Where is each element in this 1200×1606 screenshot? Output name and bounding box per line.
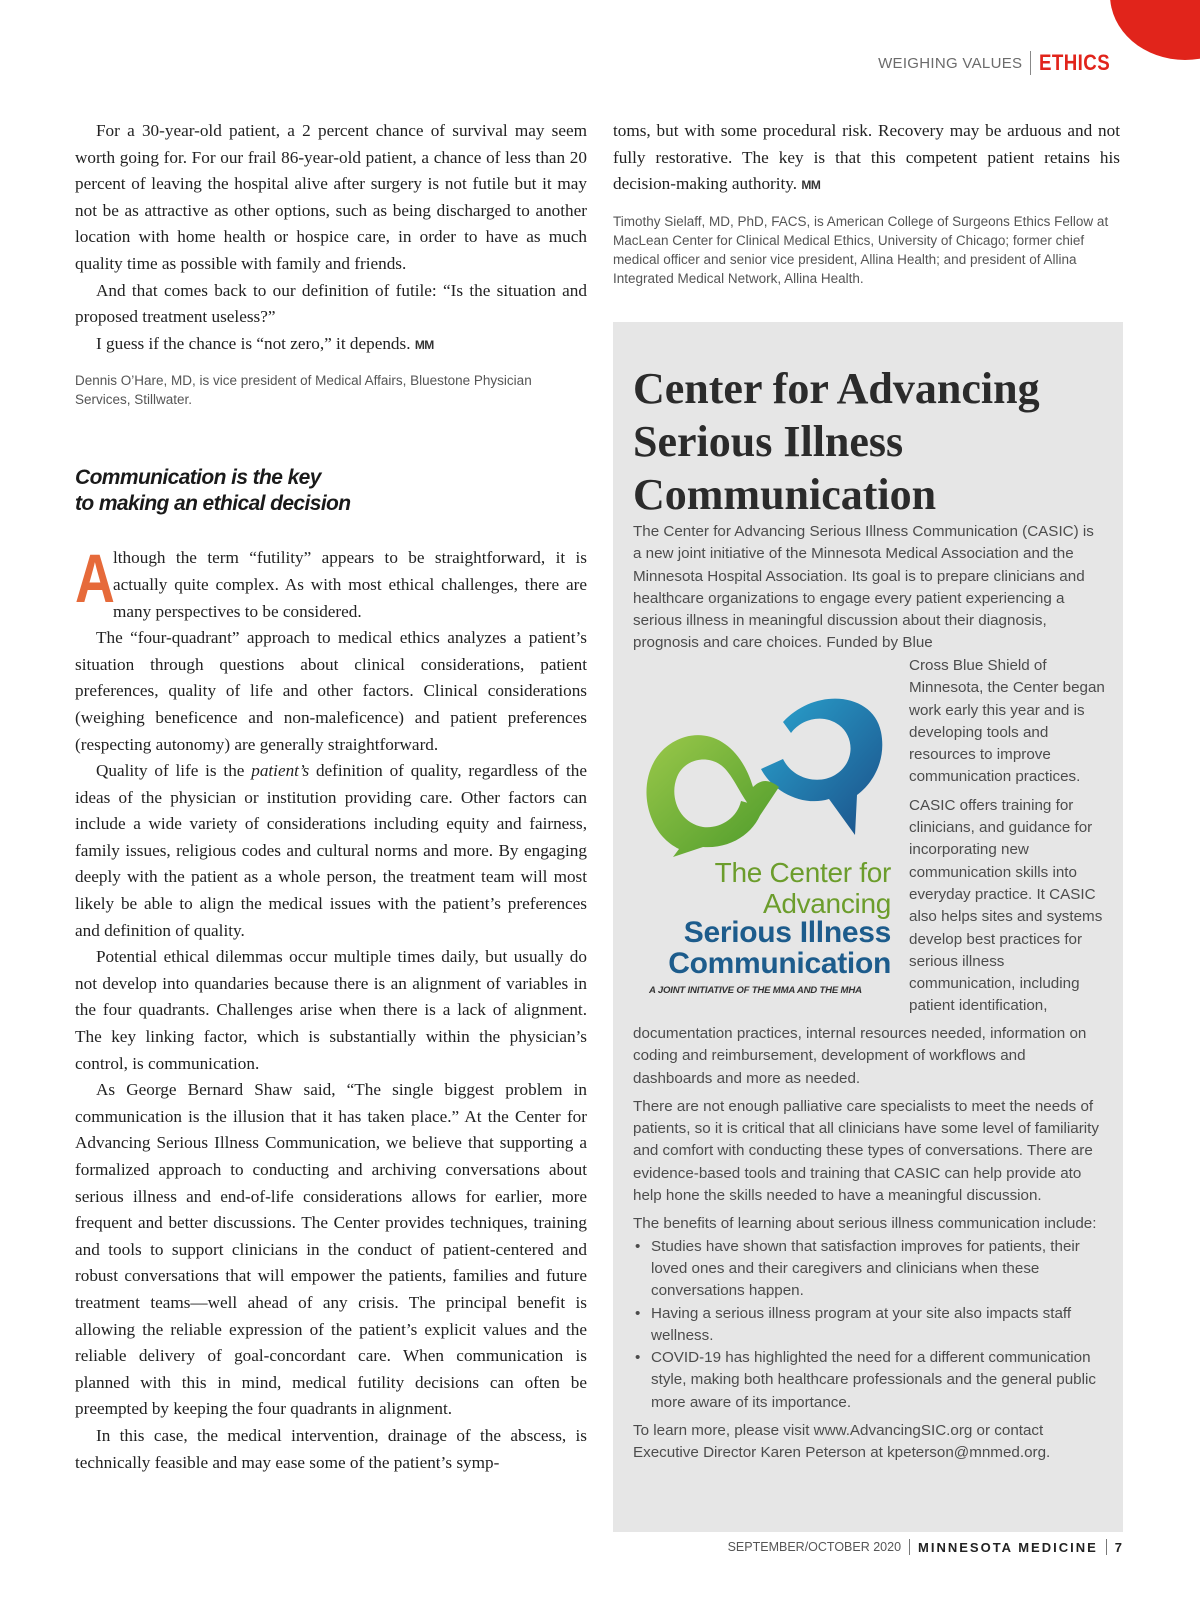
paragraph: In this case, the medical intervention, drainage of the abscess, is technically feasible and may ease some of the patient’s symp-	[75, 1425, 587, 1472]
sidebar-paragraph: documentation practices, internal resources needed, information on coding and reimbursement, development of workflows and dashboards and more as needed.	[633, 1025, 1087, 1087]
author-bio: Dennis O’Hare, MD, is vice president of Medical Affairs, Bluestone Physician Services, Stillwater.	[75, 373, 532, 408]
paragraph-text: toms, but with some procedural risk. Recovery may be arduous and not fully restorative. The key is that this competent patient retains his decision-making authority.	[613, 121, 1120, 194]
logo-line: The Center for	[714, 857, 891, 888]
end-mark: MM	[801, 178, 821, 193]
sidebar-box	[613, 322, 1123, 1532]
footer-divider	[909, 1539, 910, 1555]
section-heading-line: to making an ethical decision	[75, 492, 351, 516]
page-footer	[728, 1539, 1122, 1555]
paragraph: The “four-quadrant” approach to medical ethics analyzes a patient’s situation through questions about clinical considerations, patient preferences, quality of life and other factors. Clinical considerations (weighing beneficence and non-maleficence) and patient preferences (respecting autonomy) are generally straightforward.	[75, 628, 587, 754]
running-head	[878, 50, 1123, 76]
logo-line: Advancing	[762, 888, 891, 919]
sidebar-title: Center for Advancing Serious Illness Communication	[633, 364, 1040, 519]
casic-logo	[633, 667, 895, 997]
right-column	[613, 118, 1120, 288]
section-heading-line: Communication is the key	[75, 466, 321, 490]
paragraph	[75, 540, 587, 625]
paragraph: For a 30-year-old patient, a 2 percent chance of survival may seem worth going for. For our frail 86-year-old patient, a chance of less than 20 percent of leaving the hospital alive after surgery is not futile but it may not be as attractive as other options, such as being discharged to another location with home health or hospice care, in order to have as much quality time as possible with family and friends.	[75, 121, 587, 273]
logo-text-top	[715, 857, 891, 919]
issue-date: SEPTEMBER/OCTOBER 2020	[727, 1540, 902, 1554]
paragraph-text: lthough the term “futility” appears to be straightforward, it is actually quite complex. As with most ethical challenges, there are many perspectives to be considered.	[113, 548, 587, 621]
page-number: 7	[1114, 1539, 1122, 1555]
list-item: • Studies have shown that satisfaction improves for patients, their loved ones and their caregivers and clinicians when these conversations happen.	[633, 1236, 1105, 1303]
paragraph	[613, 118, 1120, 199]
end-mark: MM	[414, 337, 434, 352]
list-item: • Having a serious illness program at your site also impacts staff wellness.	[633, 1303, 1105, 1348]
paragraph-text: definition of quality, regardless of the ideas of the physician or institution providing care. Other factors can include a wide variety of considerations including equity and fairness, family issues, religious codes and cultural norms and more. By engaging deeply with the patient as a whole person, the treatment team will most likely be able to align the medical issues with the patient’s preferences and definition of quality.	[75, 761, 587, 940]
footer-divider	[1106, 1539, 1107, 1555]
contact-paragraph: To learn more, please visit www.AdvancingSIC.org or contact Executive Director Karen Peterson at kpeterson@mnmed.org.	[633, 1422, 1051, 1462]
sidebar-paragraph: Cross Blue Shield of Minnesota, the Center began work early this year and is developing tools and resources to improve communication practices.	[909, 657, 1105, 786]
sidebar-paragraph: CASIC offers training for clinicians, and guidance for incorporating new communication skills into everyday practice. It CASIC also helps sites and systems develop best practices for serious illness communication, including patient identification,	[909, 796, 1103, 1015]
speech-bubbles-icon	[633, 667, 895, 857]
sidebar-paragraph: The benefits of learning about serious illness communication include:	[633, 1215, 1097, 1233]
paragraph: And that comes back to our definition of futile: “Is the situation and proposed treatment useless?”	[75, 280, 587, 327]
author-bio: Timothy Sielaff, MD, PhD, FACS, is American College of Surgeons Ethics Fellow at MacLean Center for Clinical Medical Ethics, University of Chicago; former chief medical officer and senior vice president, Allina Health; and president of Allina Integrated Medical Network, Allina Health.	[613, 213, 1109, 286]
paragraph	[75, 758, 587, 944]
logo-line: Communication	[668, 947, 891, 980]
sidebar-body	[633, 1023, 1105, 1471]
sidebar-paragraph: The Center for Advancing Serious Illness Communication (CASIC) is a new joint initiative of the Minnesota Medical Association and the Minnesota Hospital Association. Its goal is to prepare clinicians and healthcare organizations to engage every patient experiencing a serious illness in meaningful discussion about their diagnosis, prognosis and care choices. Funded by Blue	[633, 523, 1094, 652]
section-label: WEIGHING VALUES	[878, 54, 1023, 72]
corner-accent	[1110, 0, 1200, 60]
benefits-list	[633, 1236, 1105, 1414]
drop-cap: A	[75, 540, 115, 618]
paragraph-text: Quality of life is the	[96, 761, 252, 781]
category-label: ETHICS	[1039, 50, 1111, 75]
header-divider	[1030, 51, 1031, 75]
magazine-name: MINNESOTA MEDICINE	[918, 1539, 1098, 1555]
emphasis: patient’s	[251, 761, 310, 781]
logo-text-bottom	[668, 917, 891, 979]
paragraph-text: I guess if the chance is “not zero,” it depends.	[96, 333, 411, 353]
logo-tagline: A JOINT INITIATIVE OF THE MMA AND THE MHA	[649, 985, 862, 996]
paragraph: Potential ethical dilemmas occur multiple times daily, but usually do not develop into quandaries because there is an alignment of variables in the four quadrants. Challenges arise when there is a lack of alignment. The key linking factor, which is substantially within the physician’s control, is communication.	[75, 947, 587, 1073]
section-heading	[75, 465, 587, 517]
sidebar-paragraph: There are not enough palliative care specialists to meet the needs of patients, so it is critical that all clinicians have some level of familiarity and comfort with conducting these types of conversations. There are evidence-based tools and training that CASIC can help provide ato help hone the skills needed to have a meaningful discussion.	[633, 1097, 1099, 1205]
left-column	[75, 118, 587, 1476]
paragraph	[75, 331, 587, 359]
paragraph: As George Bernard Shaw said, “The single biggest problem in communication is the illusion that it has taken place.” At the Center for Advancing Serious Illness Communication, we believe that supporting a formalized approach to conducting and archiving conversations about serious illness and end-of-life considerations allows for earlier, more frequent and better discussions. The Center provides techniques, training and tools to support clinicians in the conduct of patient-centered and robust conversations that will empower the patients, families and future treatment teams—well ahead of any crisis. The principal benefit is allowing the reliable expression of the patient’s explicit values and the reliable delivery of goal-concordant care. When communication is planned with this in mind, medical futility decisions can often be preempted by keeping the four quadrants in alignment.	[75, 1080, 587, 1419]
sidebar-wrap-text	[909, 655, 1105, 1018]
list-item: • COVID-19 has highlighted the need for a different communication style, making both healthcare professionals and the general public more aware of its importance.	[633, 1347, 1105, 1414]
logo-line: Serious Illness	[683, 916, 891, 949]
